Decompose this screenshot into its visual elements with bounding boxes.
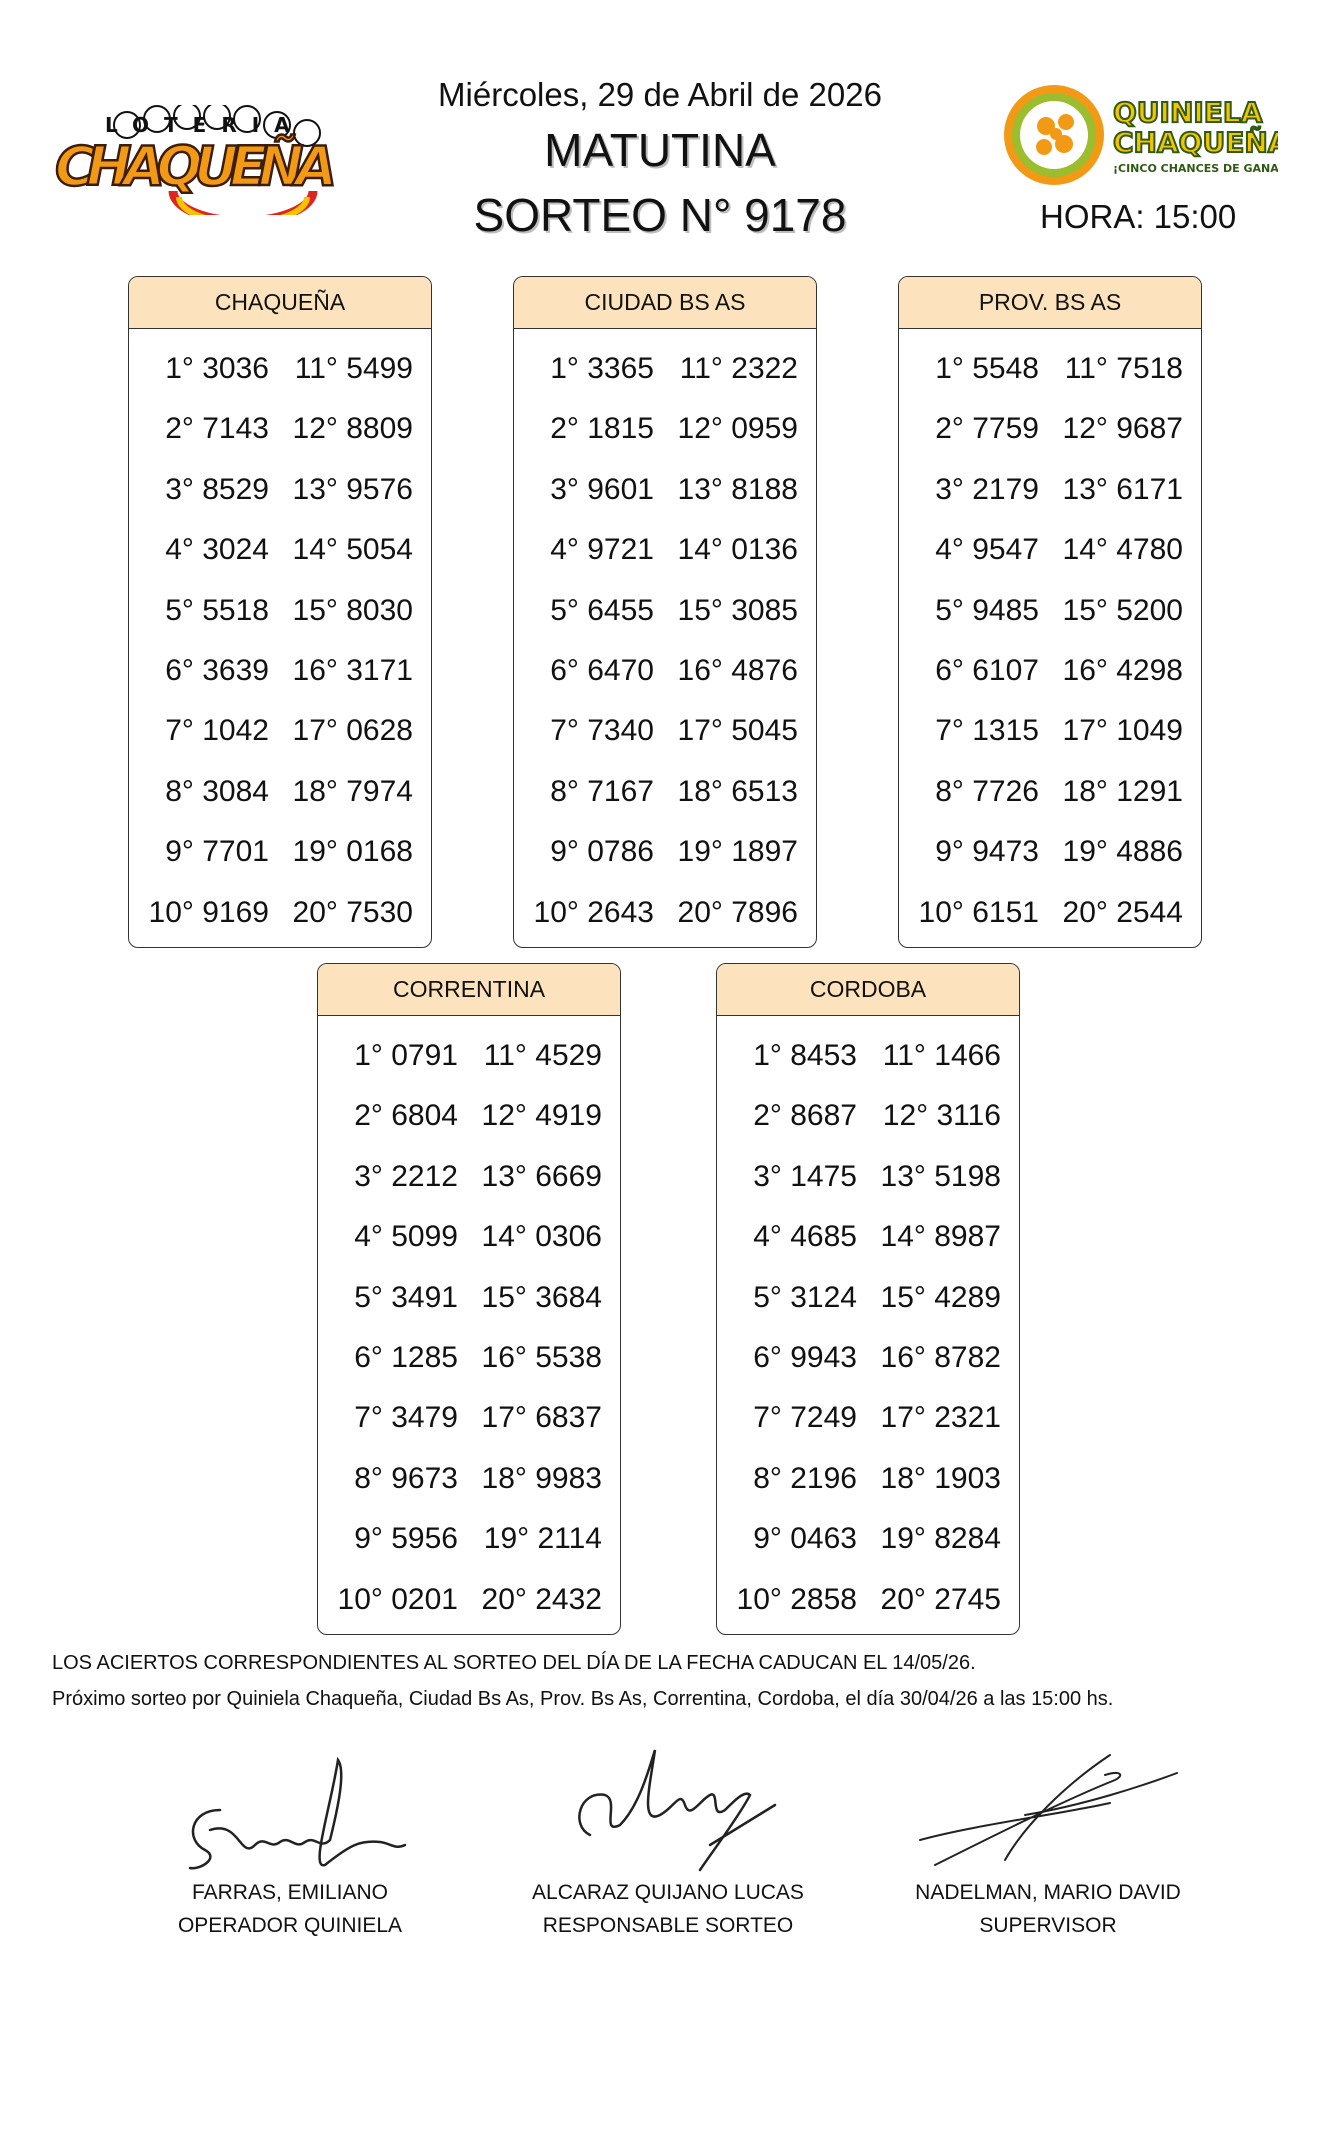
result-row <box>717 1580 1019 1620</box>
prize-number: 5° 9485 <box>935 593 1039 627</box>
prize-number: 13° 6669 <box>481 1159 602 1193</box>
signature-nadelman <box>915 1745 1185 1875</box>
result-row <box>129 651 431 691</box>
result-row <box>129 409 431 449</box>
result-row <box>318 1519 620 1559</box>
prize-number: 14° 0306 <box>481 1220 602 1254</box>
result-row <box>129 711 431 751</box>
signatory-role: RESPONSABLE SORTEO <box>542 1914 794 1937</box>
prize-number: 14° 8987 <box>880 1220 1001 1254</box>
draw-date: Miércoles, 29 de Abril de 2026 <box>438 76 882 113</box>
results-card-prov-bs-as <box>898 276 1202 948</box>
prize-number: 4° 4685 <box>753 1220 857 1254</box>
signatory-name: NADELMAN, MARIO DAVID <box>915 1881 1181 1904</box>
result-row <box>514 409 816 449</box>
prize-number: 20° 2432 <box>481 1582 602 1616</box>
result-row <box>514 893 816 933</box>
prize-number: 2° 6804 <box>354 1099 458 1133</box>
prize-number: 11° 7518 <box>1064 352 1183 385</box>
prize-number: 17° 1049 <box>1062 714 1183 748</box>
prize-number: 17° 2321 <box>880 1401 1001 1435</box>
prize-number: 19° 4886 <box>1062 835 1183 869</box>
quiniela-chaquena-logo <box>998 80 1278 190</box>
prize-number: 6° 1285 <box>354 1341 458 1374</box>
result-row <box>717 1036 1019 1076</box>
prize-number: 9° 0463 <box>753 1522 857 1556</box>
prize-number: 19° 0168 <box>292 835 413 869</box>
signatory-name: ALCARAZ QUIJANO LUCAS <box>532 1881 804 1904</box>
draw-title: MATUTINA <box>544 124 776 176</box>
prize-number: 8° 3084 <box>165 774 269 808</box>
prize-number: 19° 2114 <box>483 1522 602 1556</box>
prize-number: 15° 4289 <box>880 1280 1001 1314</box>
prize-number: 5° 5518 <box>165 593 269 627</box>
prize-number: 5° 3124 <box>753 1280 857 1314</box>
signatory-role: OPERADOR QUINIELA <box>177 1914 403 1937</box>
logo-right-line1: QUINIELA <box>1113 96 1263 129</box>
result-row <box>318 1459 620 1499</box>
results-card-ciudad-bs-as <box>513 276 817 948</box>
prize-number: 4° 9547 <box>935 533 1039 567</box>
prize-number: 10° 2643 <box>533 895 654 929</box>
prize-number: 14° 5054 <box>292 533 413 567</box>
prize-number: 19° 8284 <box>880 1522 1001 1556</box>
prize-number: 4° 3024 <box>165 533 269 567</box>
prize-number: 13° 8188 <box>677 472 798 506</box>
prize-number: 15° 5200 <box>1062 593 1183 627</box>
prize-number: 12° 3116 <box>882 1099 1001 1133</box>
result-row <box>717 1217 1019 1257</box>
prize-number: 8° 9673 <box>354 1461 458 1495</box>
prize-number: 10° 6151 <box>918 895 1039 929</box>
result-row <box>129 772 431 812</box>
result-row <box>514 832 816 872</box>
logo-top-text: LOTERIA <box>105 113 305 137</box>
result-row <box>514 711 816 751</box>
result-row <box>514 470 816 510</box>
prize-number: 20° 7530 <box>292 895 413 929</box>
results-card-correntina <box>317 963 621 1635</box>
result-row <box>899 772 1201 812</box>
prize-number: 6° 9943 <box>753 1341 857 1374</box>
logo-right-tagline: ¡CINCO CHANCES DE GANAR! <box>1113 162 1278 175</box>
prize-number: 3° 8529 <box>165 472 269 506</box>
prize-number: 12° 8809 <box>292 412 413 446</box>
logo-right-line2: CHAQUEÑA <box>1113 126 1278 159</box>
result-row <box>129 530 431 570</box>
result-row <box>514 651 816 691</box>
results-card-cordoba <box>716 963 1020 1635</box>
result-row <box>318 1157 620 1197</box>
expiry-note: LOS ACIERTOS CORRESPONDIENTES AL SORTEO DEL DÍA DE LA FECHA CADUCAN EL 14/05/26. <box>52 1652 976 1674</box>
prize-number: 16° 4876 <box>677 654 798 687</box>
result-row <box>318 1338 620 1378</box>
draw-time: HORA: 15:00 <box>1040 198 1237 235</box>
prize-number: 12° 4919 <box>481 1099 602 1133</box>
signatory-2 <box>858 1876 1238 1942</box>
card-header: CORRENTINA <box>318 964 620 1016</box>
result-row <box>899 893 1201 933</box>
prize-number: 3° 1475 <box>753 1159 857 1193</box>
card-header: CORDOBA <box>717 964 1019 1016</box>
result-row <box>899 409 1201 449</box>
prize-number: 17° 0628 <box>292 714 413 748</box>
prize-number: 1° 0791 <box>354 1039 458 1072</box>
prize-number: 12° 9687 <box>1062 412 1183 446</box>
result-row <box>717 1096 1019 1136</box>
result-row <box>318 1398 620 1438</box>
prize-number: 2° 1815 <box>550 412 654 446</box>
prize-number: 13° 5198 <box>880 1159 1001 1193</box>
result-row <box>717 1338 1019 1378</box>
prize-number: 2° 8687 <box>753 1099 857 1133</box>
prize-number: 16° 4298 <box>1062 654 1183 687</box>
signatory-name: FARRAS, EMILIANO <box>191 1881 389 1904</box>
result-row <box>899 470 1201 510</box>
result-row <box>514 591 816 631</box>
prize-number: 18° 7974 <box>292 774 413 808</box>
prize-number: 11° 2322 <box>679 352 798 385</box>
prize-number: 3° 9601 <box>550 472 654 506</box>
prize-number: 6° 6107 <box>935 654 1039 687</box>
result-row <box>318 1036 620 1076</box>
result-row <box>318 1580 620 1620</box>
signature-alcaraz <box>560 1745 780 1875</box>
result-row <box>717 1459 1019 1499</box>
prize-number: 8° 7167 <box>550 774 654 808</box>
result-row <box>899 530 1201 570</box>
prize-number: 2° 7759 <box>935 412 1039 446</box>
prize-number: 16° 5538 <box>481 1341 602 1374</box>
prize-number: 17° 5045 <box>677 714 798 748</box>
result-row <box>129 832 431 872</box>
draw-number: SORTEO N° 9178 <box>473 189 847 241</box>
results-card-chaquena <box>128 276 432 948</box>
prize-number: 20° 7896 <box>677 895 798 929</box>
prize-number: 1° 3365 <box>550 352 654 385</box>
card-header: CHAQUEÑA <box>129 277 431 329</box>
card-header: PROV. BS AS <box>899 277 1201 329</box>
prize-number: 4° 9721 <box>550 533 654 567</box>
result-row <box>717 1157 1019 1197</box>
prize-number: 9° 7701 <box>165 835 269 869</box>
prize-number: 5° 6455 <box>550 593 654 627</box>
prize-number: 11° 1466 <box>882 1039 1001 1072</box>
result-row <box>514 349 816 389</box>
prize-number: 16° 8782 <box>880 1341 1001 1374</box>
prize-number: 11° 4529 <box>483 1039 602 1072</box>
signatory-1 <box>478 1876 858 1942</box>
prize-number: 15° 8030 <box>292 593 413 627</box>
prize-number: 7° 1315 <box>935 714 1039 748</box>
prize-number: 20° 2544 <box>1062 895 1183 929</box>
result-row <box>129 591 431 631</box>
prize-number: 8° 7726 <box>935 774 1039 808</box>
result-row <box>318 1278 620 1318</box>
prize-number: 14° 4780 <box>1062 533 1183 567</box>
signatory-0 <box>100 1876 480 1942</box>
prize-number: 8° 2196 <box>753 1461 857 1495</box>
prize-number: 13° 6171 <box>1062 472 1183 506</box>
prize-number: 13° 9576 <box>292 472 413 506</box>
prize-number: 18° 9983 <box>481 1461 602 1495</box>
prize-number: 7° 1042 <box>165 714 269 748</box>
signature-farras <box>180 1750 410 1880</box>
next-draw-note: Próximo sorteo por Quiniela Chaqueña, Ciudad Bs As, Prov. Bs As, Correntina, Cordoba, el día 30/04/26 a las 15:00 hs. <box>52 1688 1114 1710</box>
result-row <box>717 1519 1019 1559</box>
result-row <box>717 1398 1019 1438</box>
prize-number: 2° 7143 <box>165 412 269 446</box>
result-row <box>514 530 816 570</box>
prize-number: 7° 7340 <box>550 714 654 748</box>
logo-main-text: CHAQUEÑA <box>55 135 337 198</box>
prize-number: 18° 6513 <box>677 774 798 808</box>
prize-number: 7° 3479 <box>354 1401 458 1435</box>
result-row <box>899 591 1201 631</box>
prize-number: 3° 2212 <box>354 1159 458 1193</box>
prize-number: 5° 3491 <box>354 1280 458 1314</box>
prize-number: 7° 7249 <box>753 1401 857 1435</box>
result-row <box>899 711 1201 751</box>
result-row <box>129 349 431 389</box>
result-row <box>899 349 1201 389</box>
prize-number: 12° 0959 <box>677 412 798 446</box>
result-row <box>514 772 816 812</box>
prize-number: 10° 9169 <box>148 895 269 929</box>
prize-number: 10° 0201 <box>337 1582 458 1616</box>
result-row <box>717 1278 1019 1318</box>
prize-number: 18° 1903 <box>880 1461 1001 1495</box>
prize-number: 9° 5956 <box>354 1522 458 1556</box>
prize-number: 15° 3085 <box>677 593 798 627</box>
prize-number: 6° 6470 <box>550 654 654 687</box>
prize-number: 10° 2858 <box>736 1582 857 1616</box>
prize-number: 19° 1897 <box>677 835 798 869</box>
prize-number: 6° 3639 <box>165 654 269 687</box>
result-row <box>899 651 1201 691</box>
prize-number: 4° 5099 <box>354 1220 458 1254</box>
result-row <box>129 893 431 933</box>
prize-number: 9° 9473 <box>935 835 1039 869</box>
prize-number: 9° 0786 <box>550 835 654 869</box>
result-row <box>129 470 431 510</box>
prize-number: 14° 0136 <box>677 533 798 567</box>
prize-number: 1° 8453 <box>753 1039 857 1072</box>
result-row <box>318 1096 620 1136</box>
result-row <box>318 1217 620 1257</box>
prize-number: 15° 3684 <box>481 1280 602 1314</box>
prize-number: 20° 2745 <box>880 1582 1001 1616</box>
prize-number: 18° 1291 <box>1062 774 1183 808</box>
prize-number: 3° 2179 <box>935 472 1039 506</box>
result-row <box>899 832 1201 872</box>
prize-number: 11° 5499 <box>294 352 413 385</box>
prize-number: 17° 6837 <box>481 1401 602 1435</box>
signatory-role: SUPERVISOR <box>979 1914 1117 1937</box>
prize-number: 16° 3171 <box>292 654 413 687</box>
prize-number: 1° 5548 <box>935 352 1039 385</box>
prize-number: 1° 3036 <box>165 352 269 385</box>
card-header: CIUDAD BS AS <box>514 277 816 329</box>
